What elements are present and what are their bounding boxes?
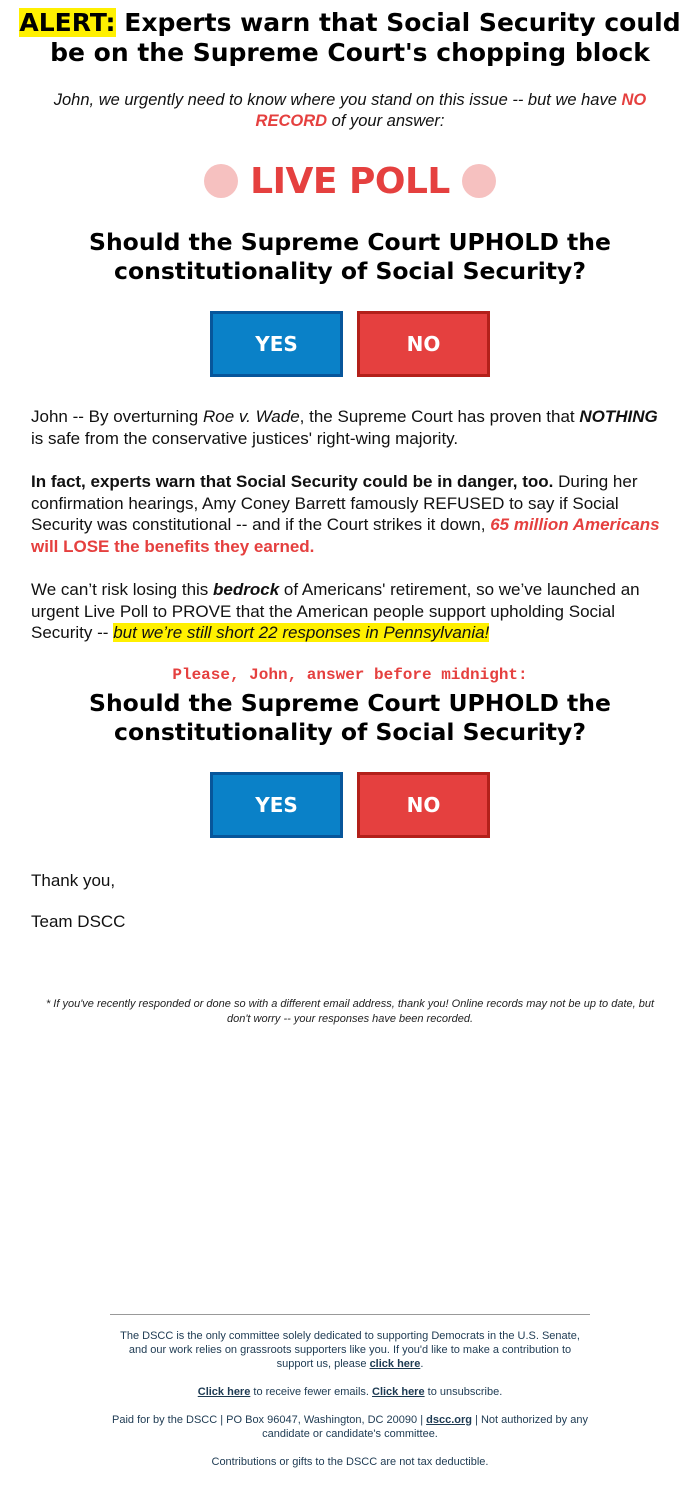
intro-part1: John, we urgently need to know where you stand on this issue -- but we have (53, 91, 622, 109)
intro-text (20, 90, 680, 132)
short-responses-highlight: but we’re still short 22 responses in Pennsylvania! (113, 623, 490, 642)
please-answer-text: Please, John, answer before midnight: (172, 666, 528, 684)
no-button-repeat[interactable]: NO (357, 772, 490, 838)
bedrock-text: bedrock (213, 580, 280, 599)
para1-c: is safe from the conservative justices' right-wing majority. (31, 428, 459, 448)
nothing-text: NOTHING (579, 407, 658, 426)
footer-about-text: The DSCC is the only committee solely dedicated to supporting Democrats in the U.S. Senate, and our work relies on grassroots supporters like you. If you'd like to make a contribution to support us, please (120, 1330, 580, 1370)
live-poll-label: LIVE POLL (250, 160, 450, 202)
paragraph-roe (31, 406, 671, 449)
alert-label: ALERT: (19, 8, 116, 37)
para2-b: will LOSE the benefits they earned. (31, 536, 315, 556)
para1-b: , the Supreme Court has proven that (299, 407, 580, 426)
footer-period: . (420, 1358, 424, 1370)
headline-text: Experts warn that Social Security could be on the Supreme Court's chopping block (50, 8, 681, 67)
poll-buttons-repeat (0, 772, 700, 838)
paragraph-bedrock (31, 579, 671, 644)
para2-bold: In fact, experts warn that Social Security could be in danger, too. (31, 472, 554, 491)
roe-text: Roe v. Wade (202, 407, 300, 426)
live-poll-banner (0, 158, 700, 204)
yes-button-repeat[interactable]: YES (210, 772, 343, 838)
disclaimer-text: * If you've recently responded or done so with a different email address, thank you! Online records may not be up to date, but don't worry -- your responses have been recorded. (45, 998, 655, 1025)
footer-divider (110, 1314, 590, 1315)
million-americans-text: 65 million Americans (490, 515, 660, 534)
dot-right-icon (462, 164, 496, 198)
not-authorized-text: | Not authorized by any candidate or candidate's committee. (262, 1414, 588, 1440)
para1-a: John -- By overturning (31, 407, 203, 426)
dot-left-icon (204, 164, 238, 198)
footer-tax-note: Contributions or gifts to the DSCC are not tax deductible. (211, 1456, 489, 1468)
paragraph-danger (31, 471, 671, 557)
paid-for-text: Paid for by the DSCC | PO Box 96047, Washington, DC 20090 | (112, 1414, 427, 1426)
poll-buttons (0, 311, 700, 377)
para3-b: of Americans' retirement, so we’ve launched an urgent Live Poll to PROVE that the American people support upholding Social Security -- (31, 580, 640, 642)
no-button[interactable]: NO (357, 311, 490, 377)
footer-email-prefs (110, 1385, 590, 1399)
team-signature: Team DSCC (31, 912, 126, 931)
yes-button[interactable]: YES (210, 311, 343, 377)
donate-link[interactable]: click here (369, 1358, 421, 1370)
footer-about (110, 1329, 590, 1371)
no-record-text: NO RECORD (255, 91, 647, 130)
poll-question-repeat: Should the Supreme Court UPHOLD the constitutionality of Social Security? (89, 689, 611, 746)
fewer-emails-text: to receive fewer emails. (250, 1386, 372, 1398)
para2-a: During her confirmation hearings, Amy Coney Barrett famously REFUSED to say if Social Security was constitutional -- and if the Court strikes it down, (31, 472, 638, 534)
intro-part2: of your answer: (327, 112, 445, 130)
fewer-emails-link[interactable]: Click here (197, 1386, 251, 1398)
poll-question: Should the Supreme Court UPHOLD the constitutionality of Social Security? (89, 228, 611, 285)
para3-a: We can’t risk losing this (31, 580, 214, 599)
thank-you-text: Thank you, (31, 871, 116, 890)
footer-paid-for (110, 1413, 590, 1441)
unsubscribe-text: to unsubscribe. (424, 1386, 503, 1398)
unsubscribe-link[interactable]: Click here (372, 1386, 425, 1398)
dscc-site-link[interactable]: dscc.org (426, 1414, 472, 1426)
headline (0, 8, 700, 68)
